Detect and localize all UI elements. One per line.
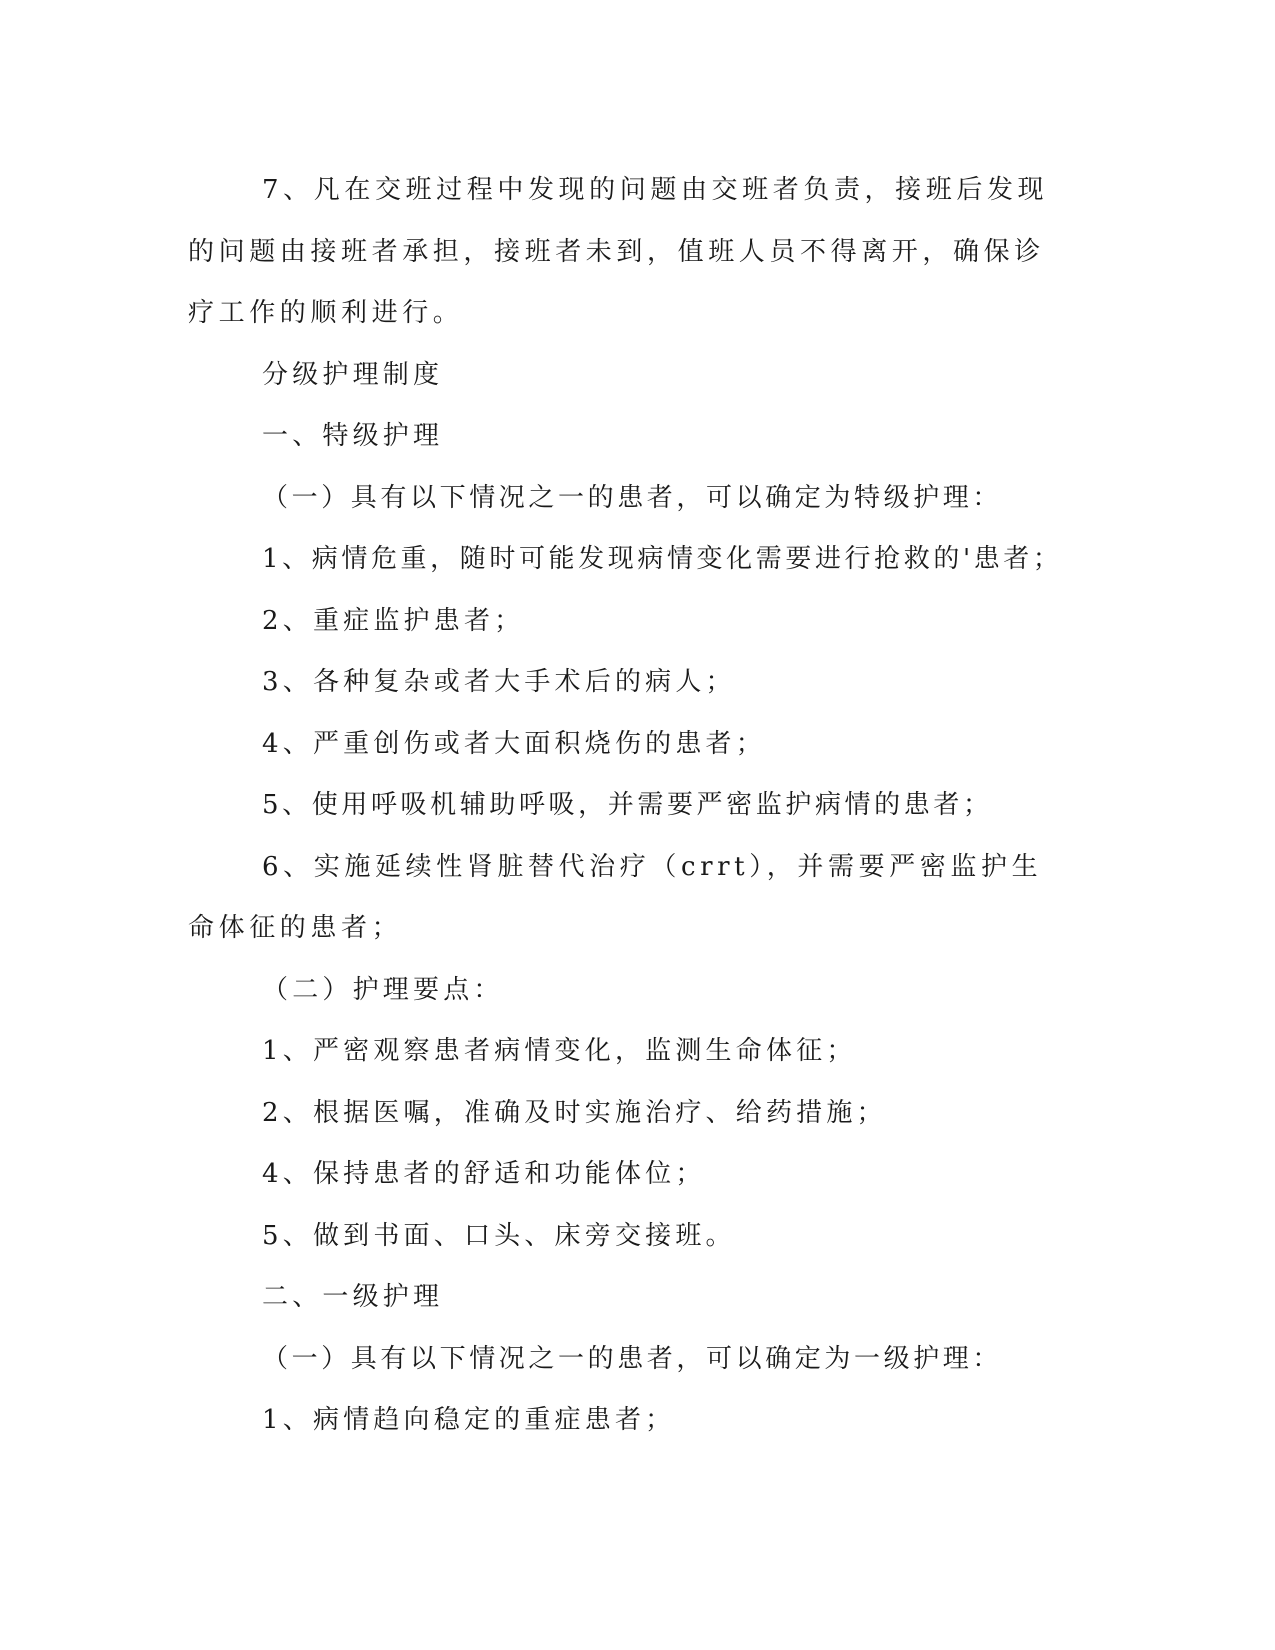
list-item: 6、实施延续性肾脏替代治疗（crrt），并需要严密监护生命体征的患者； — [188, 851, 1043, 943]
list-item: 2、根据医嘱，准确及时实施治疗、给药措施； — [262, 1097, 887, 1128]
list-item: 5、使用呼吸机辅助呼吸，并需要严密监护病情的患者； — [262, 790, 993, 820]
list-item: 3、各种复杂或者大手术后的病人； — [262, 667, 736, 697]
list-item: 4、保持患者的舒适和功能体位； — [262, 1159, 706, 1189]
subheading-first-level-criteria: （一）具有以下情况之一的患者，可以确定为一级护理： — [262, 1343, 1003, 1374]
subheading-nursing-points: （二）护理要点： — [262, 974, 504, 1005]
heading-first-level-nursing: 二、一级护理 — [262, 1282, 444, 1312]
subheading-special-criteria: （一）具有以下情况之一的患者，可以确定为特级护理： — [262, 482, 1003, 513]
document-body — [188, 160, 1068, 1452]
list-item: 1、病情危重，随时可能发现病情变化需要进行抢救的'患者； — [262, 544, 1063, 574]
heading-special-nursing: 一、特级护理 — [262, 421, 444, 451]
list-item: 1、严密观察患者病情变化，监测生命体征； — [262, 1036, 857, 1066]
list-item: 4、严重创伤或者大面积烧伤的患者； — [262, 728, 766, 759]
list-item: 5、做到书面、口头、床旁交接班。 — [262, 1220, 736, 1251]
list-item: 1、病情趋向稳定的重症患者； — [262, 1405, 676, 1435]
section-title-graded-nursing: 分级护理制度 — [262, 359, 444, 390]
list-item: 2、重症监护患者； — [262, 605, 525, 636]
paragraph-handover-responsibility: 7、凡在交班过程中发现的问题由交班者负责，接班后发现的问题由接班者承担，接班者未到，值班人员不得离开，确保诊疗工作的顺利进行。 — [188, 175, 1049, 328]
